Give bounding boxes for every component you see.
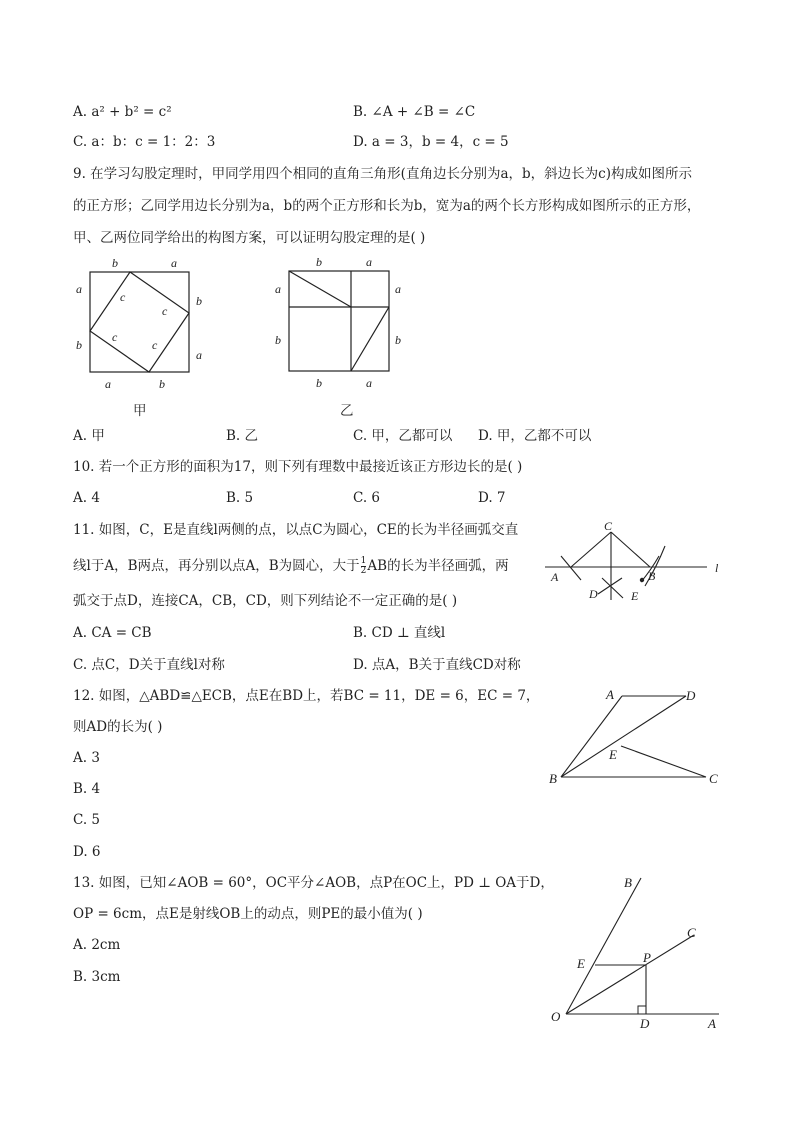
figure-q11: [535, 518, 730, 608]
q11-option-a: A. CA = CB: [73, 625, 152, 641]
yi-outer-square: [289, 271, 389, 371]
q11-option-d: D. 点A，B关于直线CD对称: [353, 657, 521, 673]
jia-label-c1: c: [120, 290, 126, 304]
q11-label-d: D: [589, 587, 598, 601]
q9-option-a: A. 甲: [73, 428, 105, 444]
q8-option-d: D. a = 3，b = 4，c = 5: [353, 134, 509, 150]
jia-label-right-a: a: [196, 348, 202, 362]
q13-label-b: B: [624, 875, 632, 890]
yi-label-left-a: a: [275, 282, 281, 296]
q10-option-a: A. 4: [73, 490, 100, 506]
figure-jia: [68, 255, 218, 395]
q12-line-2: 则AD的长为( ): [73, 719, 163, 735]
jia-inner-square: [90, 272, 189, 372]
yi-diagonal-1: [289, 271, 351, 307]
yi-label-top-a: a: [366, 255, 372, 269]
yi-label-right-b: b: [395, 333, 401, 347]
jia-label-top-b: b: [112, 256, 118, 270]
q11-option-b: B. CD ⊥ 直线l: [353, 625, 446, 641]
jia-label-right-b: b: [196, 294, 202, 308]
q9-option-b: B. 乙: [226, 428, 259, 444]
q11-line-2: [73, 557, 509, 576]
q9-line-2: 的正方形；乙同学用边长分别为a，b的两个正方形和长为b，宽为a的两个长方形构成如图所示的正方形，: [73, 198, 701, 214]
yi-label-bottom-a: a: [366, 376, 372, 390]
jia-outer-square: [90, 272, 189, 372]
q12-label-b: B: [549, 771, 557, 786]
jia-label-c4: c: [152, 338, 158, 352]
q8-option-a: A. a² + b² = c²: [73, 104, 172, 120]
q11-label-b: B: [648, 569, 656, 583]
q11-label-l: l: [715, 561, 719, 575]
figure-jia-caption: 甲: [133, 403, 147, 419]
q11-line-2a: 线l于A，B两点，再分别以点A，B为圆心，大于: [73, 558, 360, 574]
q12-option-d: D. 6: [73, 844, 101, 860]
q12-segment-ab: [561, 696, 622, 777]
q13-option-a: A. 2cm: [73, 937, 121, 953]
q11-label-c: C: [604, 519, 613, 533]
q13-label-a: A: [708, 1016, 716, 1031]
q13-line-2: OP = 6cm，点E是射线OB上的动点，则PE的最小值为( ): [73, 906, 423, 922]
q11-line-3: 弧交于点D，连接CA，CB，CD，则下列结论不一定正确的是( ): [73, 593, 458, 609]
yi-label-bottom-b: b: [316, 376, 322, 390]
q12-segment-bd: [561, 696, 686, 777]
q11-option-c: C. 点C，D关于直线l对称: [73, 657, 225, 673]
q10-option-d: D. 7: [478, 490, 506, 506]
q11-fraction: $\frac{1}{2}$: [360, 556, 367, 576]
jia-label-left-b: b: [76, 338, 82, 352]
q12-option-b: B. 4: [73, 781, 101, 797]
q11-line-1: 11. 如图，C，E是直线l两侧的点，以点C为圆心，CE的长为半径画弧交直: [73, 522, 519, 538]
yi-label-top-b: b: [316, 255, 322, 269]
figure-yi: [268, 255, 418, 395]
figure-q13: [540, 870, 730, 1040]
q10-text: 10. 若一个正方形的面积为17，则下列有理数中最接近该正方形边长的是( ): [73, 459, 523, 475]
q12-label-e: E: [609, 747, 617, 762]
q12-label-d: D: [686, 688, 696, 703]
q13-line-1: 13. 如图，已知∠AOB = 60°，OC平分∠AOB，点P在OC上，PD ⊥ OA于D，: [73, 875, 554, 891]
q11-segment-ca: [571, 532, 611, 567]
q9-line-3: 甲、乙两位同学给出的构图方案，可以证明勾股定理的是( ): [73, 230, 426, 246]
q12-line-1: 12. 如图，△ABD≌△ECB，点E在BD上，若BC = 11，DE = 6，EC = 7，: [73, 688, 540, 704]
q13-right-angle-mark: [638, 1006, 646, 1014]
q10-option-c: C. 6: [353, 490, 381, 506]
q11-label-e: E: [631, 589, 639, 603]
jia-label-left-a: a: [76, 282, 82, 296]
yi-label-left-b: b: [275, 333, 281, 347]
figure-q12: [540, 683, 730, 793]
q12-label-a: A: [606, 687, 614, 702]
jia-label-top-a: a: [171, 256, 177, 270]
q12-label-c: C: [709, 771, 718, 786]
q13-option-b: B. 3cm: [73, 969, 121, 985]
q11-point-e: [640, 578, 644, 582]
q11-line-2b: AB的长为半径画弧，两: [367, 558, 509, 574]
figure-yi-caption: 乙: [340, 403, 354, 419]
q8-option-c: C. a：b：c = 1：2：3: [73, 134, 216, 150]
q11-segment-cb: [611, 532, 650, 567]
q12-option-a: A. 3: [73, 750, 100, 766]
q13-label-e: E: [577, 956, 585, 971]
yi-diagonal-2: [351, 307, 389, 371]
q13-ray-oc: [566, 935, 694, 1014]
jia-label-c2: c: [162, 304, 168, 318]
q12-option-c: C. 5: [73, 812, 101, 828]
jia-label-bottom-b: b: [159, 377, 165, 391]
q9-line-1: 9. 在学习勾股定理时，甲同学用四个相同的直角三角形(直角边长分别为a，b，斜边长为c)构成如图所示: [73, 166, 692, 182]
q13-label-d: D: [640, 1016, 650, 1031]
q13-label-c: C: [687, 925, 696, 940]
q8-option-b: B. ∠A + ∠B = ∠C: [353, 104, 476, 120]
q9-option-d: D. 甲，乙都不可以: [478, 428, 592, 444]
q13-label-p: P: [643, 950, 651, 965]
q12-segment-ec: [621, 746, 706, 777]
q10-option-b: B. 5: [226, 490, 254, 506]
jia-label-bottom-a: a: [105, 377, 111, 391]
q9-option-c: C. 甲，乙都可以: [353, 428, 453, 444]
q11-label-a: A: [551, 570, 559, 584]
jia-label-c3: c: [112, 330, 118, 344]
q13-ray-ob: [566, 878, 641, 1014]
yi-label-right-a: a: [395, 282, 401, 296]
q13-label-o: O: [551, 1009, 561, 1024]
